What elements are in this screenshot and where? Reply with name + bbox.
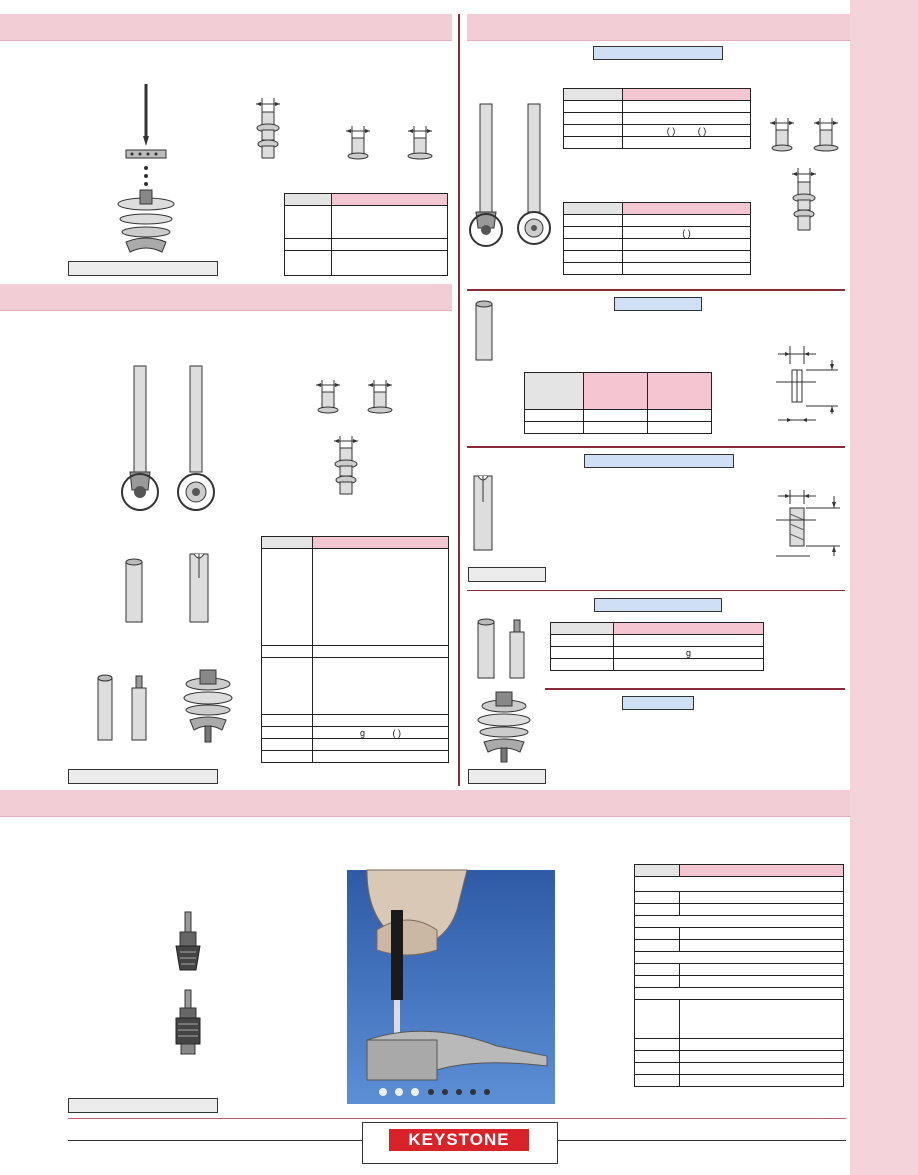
anvil-dimension-diagram — [776, 346, 842, 426]
divider-right-4 — [545, 688, 845, 690]
footer-rule-right — [556, 1140, 846, 1141]
wing-nut-assembly-illustration — [472, 690, 536, 764]
section-header-bottom — [0, 790, 850, 817]
divider-right-3 — [467, 590, 845, 591]
spec-table-top-right-2 — [563, 202, 751, 275]
anvil-and-slotted-punch-illustration — [120, 548, 220, 628]
anvil-pair-illustration-right — [472, 616, 532, 680]
eyelet-with-tool-diagram-3 — [784, 168, 824, 240]
press-tool-photo — [347, 870, 555, 1104]
caption-box-setting-tool — [68, 261, 218, 276]
chuck-collet-illustration — [168, 912, 208, 1072]
section-header-middle-left — [0, 284, 452, 311]
blue-title-box-1 — [593, 46, 723, 60]
eyelet-diagram-e — [764, 118, 800, 154]
section-header-top-left — [0, 14, 452, 41]
slotted-punch-illustration-right — [470, 472, 496, 552]
spec-table-top-right-1 — [563, 88, 751, 149]
caption-box-wing-nut — [468, 769, 546, 784]
keystone-logo: KEYSTONE — [389, 1129, 529, 1151]
setting-tool-assembly-illustration — [112, 84, 182, 259]
right-margin-band — [850, 0, 918, 1175]
eyelet-diagram-c — [310, 380, 346, 416]
table-paren-b: ( ) — [666, 125, 676, 136]
divider-right-1 — [467, 289, 845, 291]
footer-logo-box — [362, 1122, 558, 1164]
eyelet-diagram-d — [362, 380, 398, 416]
table-paren-d: ( ) — [682, 227, 691, 238]
caption-box-slotted-punch — [468, 567, 546, 582]
eyelet-diagram-b — [402, 126, 438, 162]
blue-title-box-4 — [594, 598, 722, 612]
slotted-punch-dimension-diagram — [776, 490, 844, 570]
spec-table-anvil-pair — [550, 622, 764, 671]
spec-table-middle-left — [261, 536, 449, 763]
divider-right-2 — [467, 446, 845, 448]
spec-table-top-left — [284, 193, 448, 276]
spec-table-bottom — [634, 864, 844, 1087]
footer-rule-left — [68, 1140, 362, 1141]
blue-title-box-3 — [584, 454, 734, 468]
hand-setting-tool-pair-illustration — [118, 362, 228, 512]
caption-box-hand-tools — [68, 769, 218, 784]
anvil-pair-and-wing-nut-illustration — [96, 666, 236, 746]
setting-tool-pair-illustration-right — [468, 102, 558, 252]
caption-box-chuck — [68, 1098, 218, 1113]
section-header-top-right — [467, 14, 850, 41]
eyelet-with-tool-diagram-2 — [326, 436, 366, 502]
eyelet-diagram-f — [808, 118, 844, 154]
table-g-letter-a: g — [359, 727, 365, 738]
column-divider — [458, 14, 460, 786]
table-paren-a: ( ) — [392, 727, 402, 738]
footer-rule-top — [68, 1118, 846, 1119]
table-g-letter-b: g — [685, 647, 691, 658]
anvil-illustration-right — [472, 298, 496, 362]
blue-title-box-5 — [622, 696, 694, 710]
blue-title-box-2 — [614, 297, 702, 311]
eyelet-with-tool-diagram — [248, 98, 288, 168]
table-paren-c: ( ) — [697, 125, 707, 136]
eyelet-diagram-a — [340, 126, 376, 162]
spec-table-anvil — [524, 372, 712, 434]
